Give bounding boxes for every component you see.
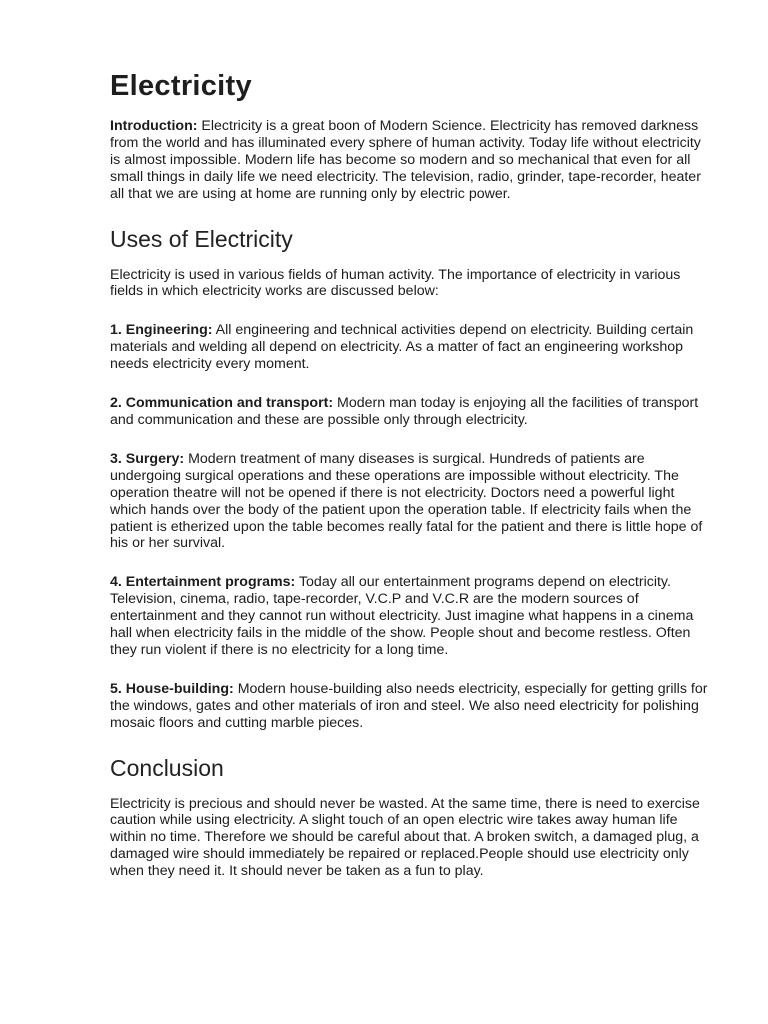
introduction-text: Electricity is a great boon of Modern Science. Electricity has removed darkness from the world and has illuminated every sphere of human activity. Today life without electricity is almost impossible. Modern life has become so modern and so mechanical that even for all small things in daily life we need electricity. The television, radio, grinder, tape-recorder, heater all that we are using at home are running only by electric power.: [110, 118, 701, 202]
conclusion-heading: Conclusion: [110, 754, 224, 781]
uses-heading: Uses of Electricity: [110, 225, 293, 252]
use-item-label: 3. Surgery:: [110, 450, 185, 467]
use-item-label: 1. Engineering:: [110, 322, 213, 339]
use-item-surgery: [110, 451, 708, 552]
use-item-text: Today all our entertainment programs depend on electricity. Television, cinema, radio, tape-recorder, V.C.P and V.C.R are the modern sources of entertainment and they cannot run without electricity. Just imagine what happens in a cinema hall when electricity fails in the middle of the show. People shout and become restless. Often they run violent if there is no electricity for a long time.: [110, 574, 694, 658]
use-item-house-building: [110, 681, 708, 732]
use-item-entertainment: [110, 574, 708, 659]
uses-lead-paragraph: Electricity is used in various fields of human activity. The importance of electricity in various fields in which electricity works are discussed below:: [110, 266, 681, 300]
introduction-label: Introduction:: [110, 118, 198, 134]
use-item-text: Modern house-building also needs electricity, especially for getting grills for the windows, gates and other materials of iron and steel. We also need electricity for polishing mosaic floors and cutting marble pieces.: [110, 680, 708, 731]
use-item-text: All engineering and technical activities depend on electricity. Building certain materials and welding all depend on electricity. As a matter of fact an engineering workshop needs electricity every moment.: [110, 322, 694, 373]
use-item-communication: [110, 395, 708, 429]
use-item-text: Modern treatment of many diseases is surgical. Hundreds of patients are undergoing surgical operations and these operations are impossible without electricity. The operation theatre will not be opened if there is not electricity. Doctors need a powerful light which hands over the body of the patient upon the operation table. If electricity fails when the patient is etherized upon the table becomes really fatal for the patient and there is little hope of his or her survival.: [110, 450, 703, 552]
introduction-paragraph: [110, 118, 708, 203]
document-title: Electricity: [110, 70, 252, 102]
use-item-label: 2. Communication and transport:: [110, 395, 334, 412]
use-item-text: Modern man today is enjoying all the facilities of transport and communication and these are possible only through electricity.: [110, 395, 699, 428]
use-item-engineering: [110, 322, 708, 373]
conclusion-paragraph: Electricity is precious and should never be wasted. At the same time, there is need to exercise caution while using electricity. A slight touch of an open electric wire takes away human life within no time. Therefore we should be careful about that. A broken switch, a damaged plug, a damaged wire should immediately be repaired or replaced.People should use electricity only when they need it. It should never be taken as a fun to play.: [110, 795, 700, 880]
use-item-label: 5. House-building:: [110, 680, 234, 697]
use-item-label: 4. Entertainment programs:: [110, 574, 296, 591]
